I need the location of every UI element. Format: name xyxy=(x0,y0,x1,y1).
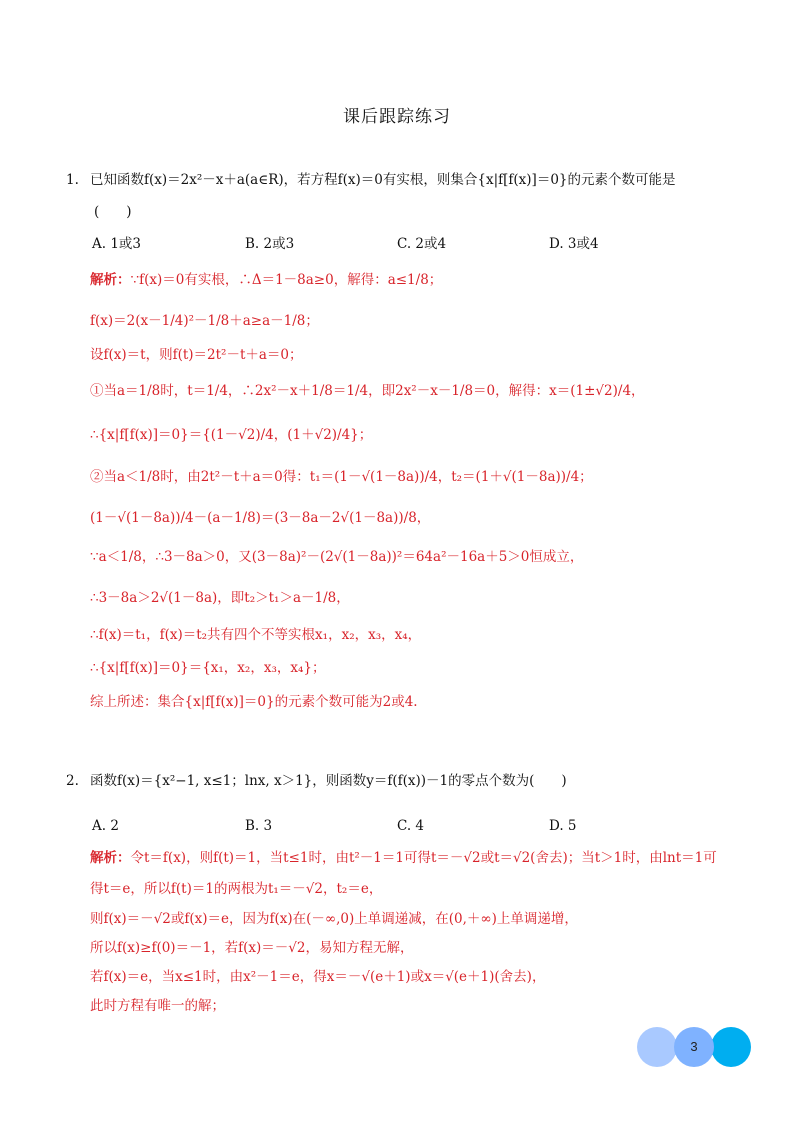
q1-answer-line-6: (1－√(1－8a))/4－(a－1/8)＝(3－8a－2√(1－8a))/8， xyxy=(90,510,431,526)
q1-number: 1. xyxy=(66,172,79,188)
q1-answer-line-5: ②当a＜1/8时，由2t²－t＋a＝0得：t₁＝(1－√(1－8a))/4，t₂＝(1＋√(1－8a))/4； xyxy=(90,469,593,485)
q1-option-c: C. 2或4 xyxy=(397,236,447,252)
q1-answer-line-2: 设f(x)＝t，则f(t)＝2t²－t＋a＝0； xyxy=(90,347,303,363)
q1-answer-line-3: ①当a＝1/8时，t＝1/4，∴2x²－x＋1/8＝1/4，即2x²－x－1/8＝0，解得：x＝(1±√2)/4， xyxy=(90,383,645,399)
q2-stem: 函数f(x)＝{x²−1, x≤1；lnx, x＞1}，则函数y＝f(f(x))－1的零点个数为( ) xyxy=(90,773,567,789)
q1-answer-line-7: ∵a＜1/8，∴3－8a＞0，又(3－8a)²－(2√(1－8a))²＝64a²－16a＋5＞0恒成立， xyxy=(90,549,584,565)
q1-option-d: D. 3或4 xyxy=(549,236,599,252)
q1-stem: 已知函数f(x)＝2x²－x＋a(a∈R)，若方程f(x)＝0有实根，则集合{x|f[f(x)]＝0}的元素个数可能是 xyxy=(90,172,676,188)
q2-number: 2. xyxy=(66,773,79,789)
q1-answer-line-9: ∴f(x)＝t₁，f(x)＝t₂共有四个不等实根x₁，x₂，x₃，x₄， xyxy=(90,627,422,643)
q1-paren: ( ) xyxy=(94,204,132,220)
q2-answer-line-4: 若f(x)＝e，当x≤1时，由x²－1＝e，得x＝－√(e＋1)或x＝√(e＋1)(舍去)， xyxy=(90,969,546,985)
q2-answer-line-2: 则f(x)＝－√2或f(x)＝e，因为f(x)在(－∞,0)上单调递减，在(0,＋∞)上单调递增， xyxy=(90,911,578,927)
badge-circle-right xyxy=(711,1027,751,1067)
q2-answer-label: 解析： xyxy=(90,850,131,866)
q2-option-d: D. 5 xyxy=(549,818,577,834)
page-title: 课后跟踪练习 xyxy=(343,107,451,127)
q1-answer-line-11: 综上所述：集合{x|f[f(x)]＝0}的元素个数可能为2或4. xyxy=(90,694,418,710)
q1-answer-line-10: ∴{x|f[f(x)]＝0}＝{x₁，x₂，x₃，x₄}； xyxy=(90,660,326,676)
q1-option-a: A. 1或3 xyxy=(92,236,142,252)
q1-answer-line-0: 解析：∵f(x)＝0有实根，∴Δ＝1－8a≥0，解得：a≤1/8； xyxy=(90,272,443,288)
q2-answer-line-1: 得t＝e，所以f(t)＝1的两根为t₁＝－√2，t₂＝e， xyxy=(90,881,383,897)
page-number: 3 xyxy=(674,1027,714,1067)
q2-answer-line-5: 此时方程有唯一的解； xyxy=(90,998,225,1014)
q1-answer-line-4: ∴{x|f[f(x)]＝0}＝{(1－√2)/4，(1＋√2)/4}； xyxy=(90,427,373,443)
q2-option-c: C. 4 xyxy=(397,818,425,834)
page-number-badge xyxy=(637,1027,751,1067)
q1-option-b: B. 2或3 xyxy=(245,236,295,252)
q2-answer-line-0: 解析：令t＝f(x)，则f(t)＝1，当t≤1时，由t²－1＝1可得t＝－√2或t＝√2(舍去)；当t＞1时，由lnt＝1可 xyxy=(90,850,717,866)
q1-answer-line-8: ∴3－8a＞2√(1－8a)，即t₂＞t₁＞a－1/8， xyxy=(90,590,350,606)
q2-answer-line-3: 所以f(x)≥f(0)＝－1，若f(x)＝－√2，易知方程无解， xyxy=(90,940,414,956)
q1-answer-line-1: f(x)＝2(x－1/4)²－1/8＋a≥a－1/8； xyxy=(90,313,319,329)
badge-circle-left xyxy=(637,1027,677,1067)
q2-option-b: B. 3 xyxy=(245,818,273,834)
q2-option-a: A. 2 xyxy=(92,818,119,834)
q1-answer-label: 解析： xyxy=(90,272,131,288)
